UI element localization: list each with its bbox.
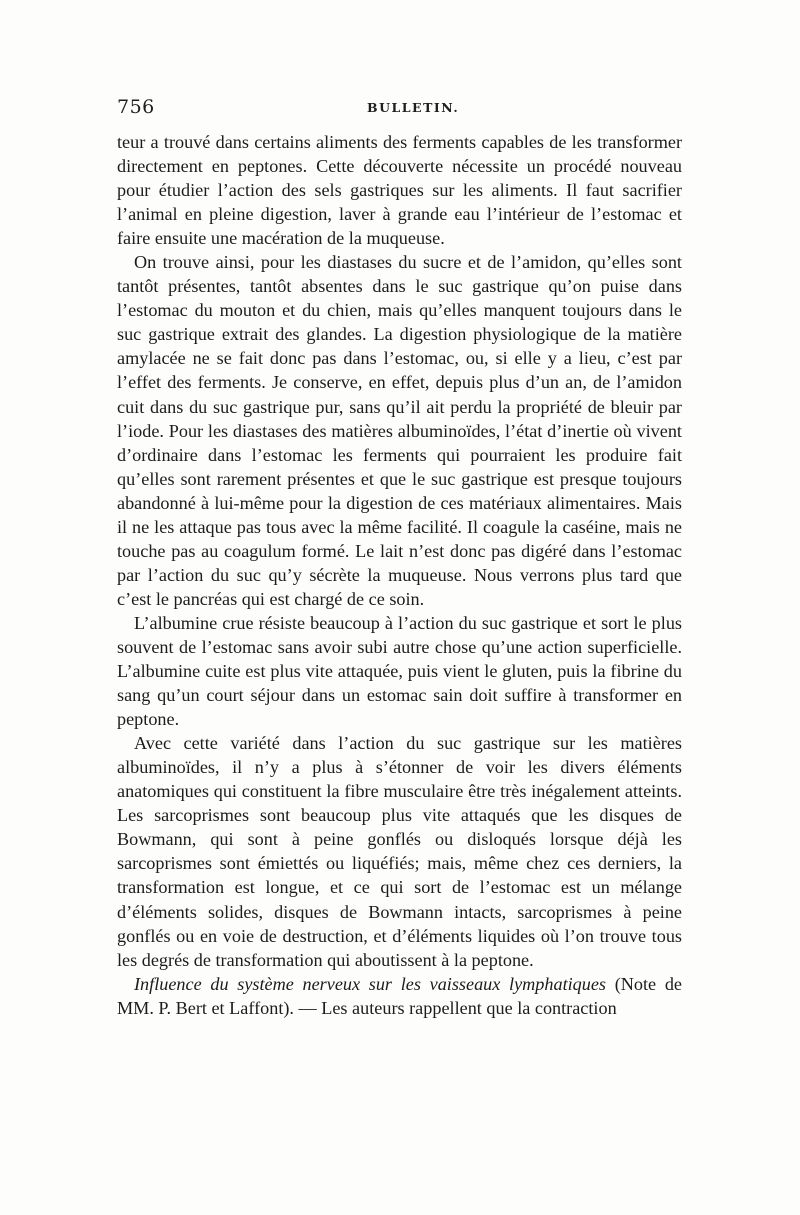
running-header <box>117 96 682 120</box>
paragraph-1: teur a trouvé dans certains aliments des ferments capables de les transformer directement en peptones. Cette découverte nécessite un procédé nouveau pour étudier l’action des sels gastriques sur les aliments. Il faut sacrifier l’animal en pleine digestion, laver à grande eau l’intérieur de l’estomac et faire ensuite une macération de la muqueuse. <box>117 132 682 249</box>
note-text: (Note de MM. P. Bert et Laffont). — Les auteurs rappellent que la contraction <box>117 973 682 1018</box>
paragraph-3: L’albumine crue résiste beaucoup à l’action du suc gastrique et sort le plus souvent de l’estomac sans avoir subi autre chose qu’une action superficielle. L’albumine cuite est plus vite attaquée, puis vient le gluten, puis la fibrine du sang qu’un court séjour dans un estomac sain doit suffire à transformer en peptone. <box>117 612 682 730</box>
note-paragraph <box>117 972 682 1020</box>
note-title: Influence du système nerveux sur les vaisseaux lymphatiques <box>134 973 607 994</box>
header-title: BULLETIN. <box>367 100 460 115</box>
body-text <box>117 130 682 1020</box>
page-number: 756 <box>117 96 155 118</box>
paragraph-2: On trouve ainsi, pour les diastases du sucre et de l’amidon, qu’elles sont tantôt présentes, tantôt absentes dans le suc gastrique qu’on puise dans l’estomac du mouton et du chien, mais qu’elles manquent toujours dans le suc gastrique extrait des glandes. La digestion physiologique de la matière amylacée ne se fait donc pas dans l’estomac, ou, si elle y a lieu, c’est par l’effet des ferments. Je conserve, en effet, depuis plus d’un an, de l’amidon cuit dans du suc gastrique pur, sans qu’il ait perdu la propriété de bleuir par l’iode. Pour les diastases des matières albuminoïdes, l’état d’inertie où vivent d’ordinaire dans l’estomac les ferments qui pourraient les produire fait qu’elles sont rarement présentes et que le suc gastrique est presque toujours abandonné à lui-même pour la digestion de ces matériaux alimentaires. Mais il ne les attaque pas tous avec la même facilité. Il coagule la caséine, mais ne touche pas au coagulum formé. Le lait n’est donc pas digéré dans l’estomac par l’action du suc qu’y sécrète la muqueuse. Nous verrons plus tard que c’est le pancréas qui est chargé de ce soin. <box>117 252 682 609</box>
paragraph-4: Avec cette variété dans l’action du suc gastrique sur les matières albuminoïdes, il n’y a plus à s’étonner de voir les divers éléments anatomiques qui constituent la fibre musculaire être très inégalement atteints. Les sarcoprismes sont beaucoup plus vite attaqués que les disques de Bowmann, qui sont à peine gonflés ou disloqués lorsque déjà les sarcoprismes sont émiettés ou liquéfiés; mais, même chez ces derniers, la transformation est longue, et ce qui sort de l’estomac est un mélange d’éléments solides, disques de Bowmann intacts, sarcoprismes à peine gonflés ou en voie de destruction, et d’éléments liquides où l’on trouve tous les degrés de transformation qui aboutissent à la peptone. <box>117 733 682 970</box>
